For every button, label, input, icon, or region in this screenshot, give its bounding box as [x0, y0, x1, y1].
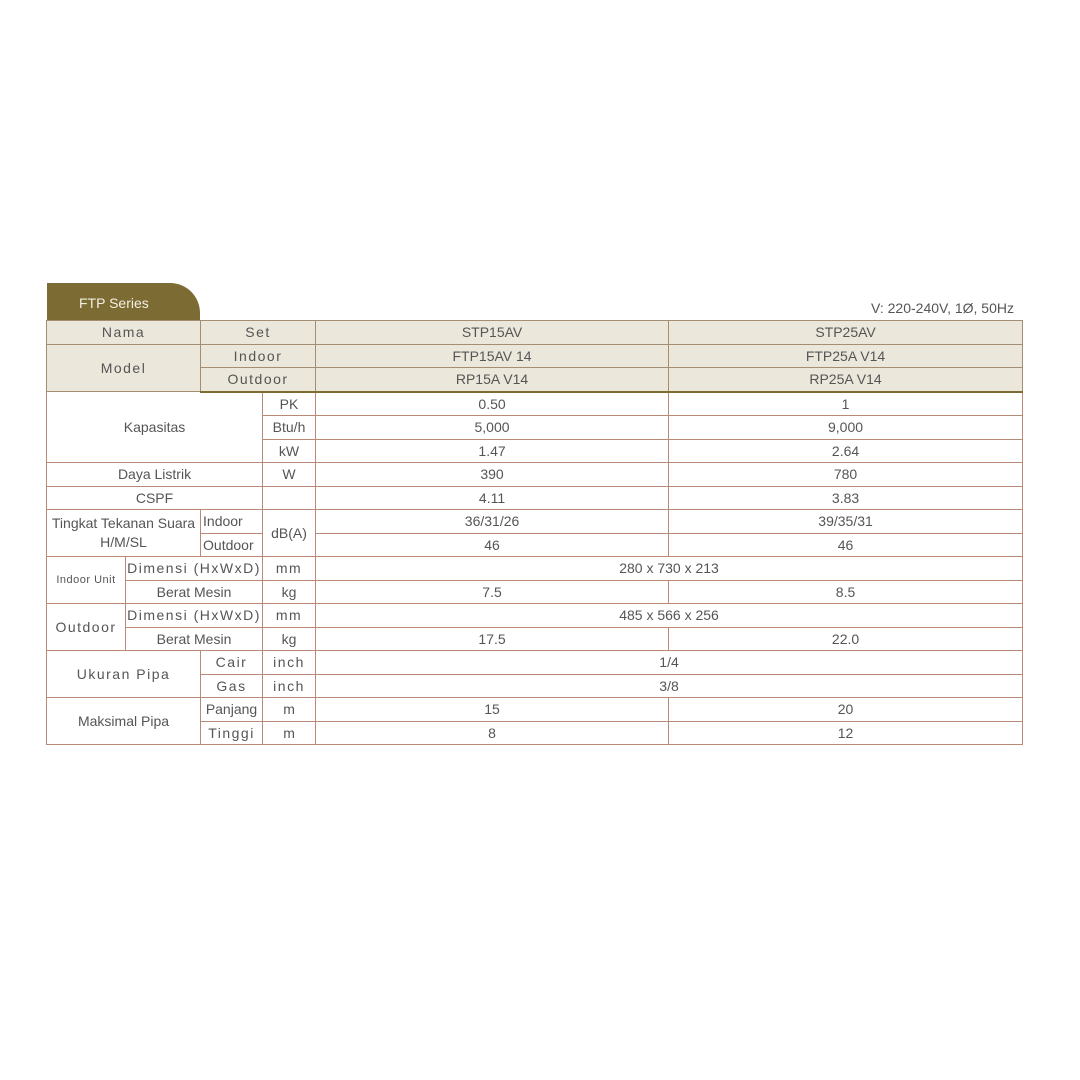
pipa-gas-label: Gas [201, 674, 263, 698]
row-maks-panjang [47, 698, 1023, 722]
cspf-label: CSPF [47, 486, 263, 510]
daya-label: Daya Listrik [47, 463, 263, 487]
suara-unit: dB(A) [263, 510, 316, 557]
pipa-gas-unit: inch [263, 674, 316, 698]
indoor-dimensi-label: Dimensi (HxWxD) [126, 557, 263, 581]
maks-tinggi-value: 12 [669, 721, 1023, 745]
maks-label: Maksimal Pipa [47, 698, 201, 745]
kapasitas-value: 0.50 [316, 392, 669, 416]
row-outdoor-dimensi [47, 604, 1023, 628]
outdoor-dimensi-label: Dimensi (HxWxD) [126, 604, 263, 628]
kapasitas-label: Kapasitas [47, 392, 263, 463]
row-suara-indoor [47, 510, 1023, 534]
maks-tinggi-unit: m [263, 721, 316, 745]
daya-value: 780 [669, 463, 1023, 487]
kapasitas-value: 2.64 [669, 439, 1023, 463]
kapasitas-value: 5,000 [316, 416, 669, 440]
indoor-berat-value: 8.5 [669, 580, 1023, 604]
row-kapasitas-pk [47, 392, 1023, 416]
daya-value: 390 [316, 463, 669, 487]
cspf-value: 4.11 [316, 486, 669, 510]
row-cspf [47, 486, 1023, 510]
suara-outdoor-value: 46 [669, 533, 1023, 557]
outdoor-unit-label: Outdoor [47, 604, 126, 651]
cspf-unit [263, 486, 316, 510]
nama-label: Nama [47, 321, 201, 345]
maks-panjang-unit: m [263, 698, 316, 722]
model-label: Model [47, 344, 201, 392]
indoor-dimensi-unit: mm [263, 557, 316, 581]
row-indoor-dimensi [47, 557, 1023, 581]
outdoor-model-2: RP25A V14 [669, 368, 1023, 392]
indoor-model-2: FTP25A V14 [669, 344, 1023, 368]
voltage-label: V: 220-240V, 1Ø, 50Hz [871, 300, 1014, 316]
indoor-label: Indoor [201, 344, 316, 368]
suara-outdoor-value: 46 [316, 533, 669, 557]
spec-table [46, 320, 1023, 745]
pipa-cair-unit: inch [263, 651, 316, 675]
indoor-berat-unit: kg [263, 580, 316, 604]
set-label: Set [201, 321, 316, 345]
outdoor-berat-value: 22.0 [669, 627, 1023, 651]
outdoor-dimensi-value: 485 x 566 x 256 [316, 604, 1023, 628]
kapasitas-value: 9,000 [669, 416, 1023, 440]
maks-tinggi-label: Tinggi [201, 721, 263, 745]
kapasitas-unit: kW [263, 439, 316, 463]
suara-indoor-value: 36/31/26 [316, 510, 669, 534]
pipa-label: Ukuran Pipa [47, 651, 201, 698]
indoor-berat-value: 7.5 [316, 580, 669, 604]
outdoor-model-1: RP15A V14 [316, 368, 669, 392]
outdoor-label: Outdoor [201, 368, 316, 392]
outdoor-berat-unit: kg [263, 627, 316, 651]
suara-outdoor-label: Outdoor [201, 533, 263, 557]
row-set [47, 321, 1023, 345]
row-daya [47, 463, 1023, 487]
kapasitas-unit: Btu/h [263, 416, 316, 440]
maks-panjang-value: 20 [669, 698, 1023, 722]
outdoor-berat-label: Berat Mesin [126, 627, 263, 651]
indoor-model-1: FTP15AV 14 [316, 344, 669, 368]
outdoor-berat-value: 17.5 [316, 627, 669, 651]
kapasitas-value: 1.47 [316, 439, 669, 463]
set-value-1: STP15AV [316, 321, 669, 345]
suara-indoor-value: 39/35/31 [669, 510, 1023, 534]
maks-panjang-value: 15 [316, 698, 669, 722]
cspf-value: 3.83 [669, 486, 1023, 510]
maks-tinggi-value: 8 [316, 721, 669, 745]
daya-unit: W [263, 463, 316, 487]
outdoor-dimensi-unit: mm [263, 604, 316, 628]
row-outdoor-berat [47, 627, 1023, 651]
indoor-dimensi-value: 280 x 730 x 213 [316, 557, 1023, 581]
row-pipa-cair [47, 651, 1023, 675]
pipa-gas-value: 3/8 [316, 674, 1023, 698]
suara-label: Tingkat Tekanan Suara H/M/SL [47, 510, 201, 557]
indoor-berat-label: Berat Mesin [126, 580, 263, 604]
pipa-cair-label: Cair [201, 651, 263, 675]
series-tab: FTP Series [47, 283, 200, 321]
indoor-unit-label: Indoor Unit [47, 557, 126, 604]
row-indoor-berat [47, 580, 1023, 604]
set-value-2: STP25AV [669, 321, 1023, 345]
kapasitas-unit: PK [263, 392, 316, 416]
kapasitas-value: 1 [669, 392, 1023, 416]
maks-panjang-label: Panjang [201, 698, 263, 722]
suara-indoor-label: Indoor [201, 510, 263, 534]
pipa-cair-value: 1/4 [316, 651, 1023, 675]
row-model-indoor [47, 344, 1023, 368]
